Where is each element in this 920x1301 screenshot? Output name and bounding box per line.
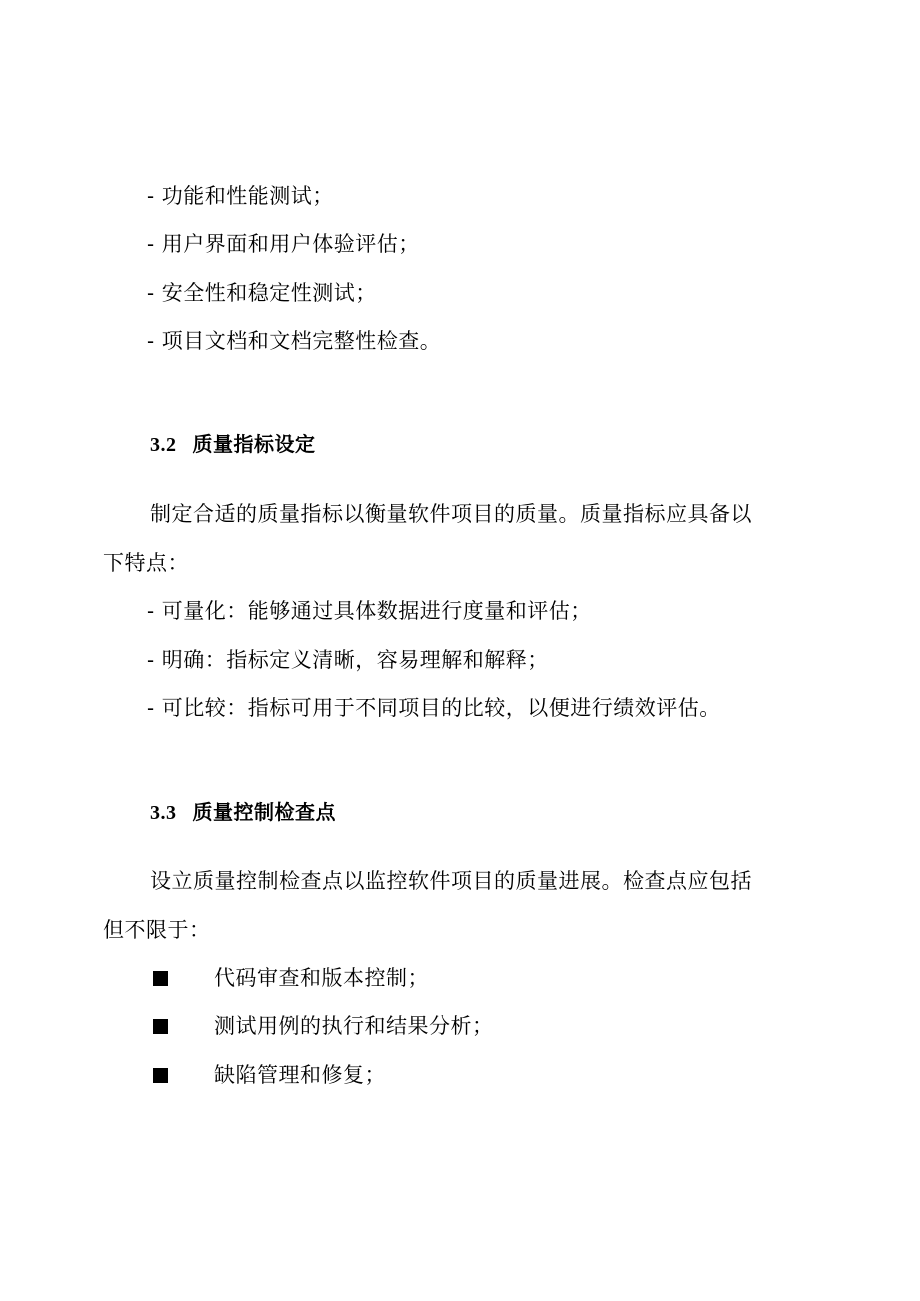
list-item: - 功能和性能测试；	[147, 184, 334, 208]
section-heading-3-3	[150, 798, 336, 827]
list-item: - 用户界面和用户体验评估；	[147, 232, 420, 256]
bullet-item	[150, 964, 750, 992]
paragraph-line: 但不限于：	[103, 918, 211, 942]
square-bullet-icon	[153, 1068, 168, 1083]
paragraph-line: 下特点：	[103, 551, 189, 575]
section-number: 3.3	[150, 802, 177, 824]
paragraph-line: 制定合适的质量指标以衡量软件项目的质量。质量指标应具备以	[150, 502, 752, 526]
section-title: 质量指标设定	[192, 432, 316, 456]
square-bullet-icon	[153, 1019, 168, 1034]
list-item: - 安全性和稳定性测试；	[147, 281, 377, 305]
bullet-text: 测试用例的执行和结果分析；	[214, 1014, 494, 1038]
section-heading-3-2	[150, 430, 316, 459]
bullet-item	[150, 1012, 750, 1040]
paragraph-line: 设立质量控制检查点以监控软件项目的质量进展。检查点应包括	[150, 869, 752, 893]
list-item: - 明确：指标定义清晰，容易理解和解释；	[147, 648, 549, 672]
bullet-text: 代码审查和版本控制；	[214, 966, 429, 990]
bullet-item	[150, 1061, 750, 1089]
section-number: 3.2	[150, 434, 177, 456]
list-item: - 项目文档和文档完整性检查。	[147, 329, 442, 353]
list-item: - 可比较：指标可用于不同项目的比较，以便进行绩效评估。	[147, 696, 721, 720]
list-item: - 可量化：能够通过具体数据进行度量和评估；	[147, 599, 592, 623]
section-title: 质量控制检查点	[192, 800, 336, 824]
bullet-text: 缺陷管理和修复；	[214, 1063, 386, 1087]
square-bullet-icon	[153, 971, 168, 986]
